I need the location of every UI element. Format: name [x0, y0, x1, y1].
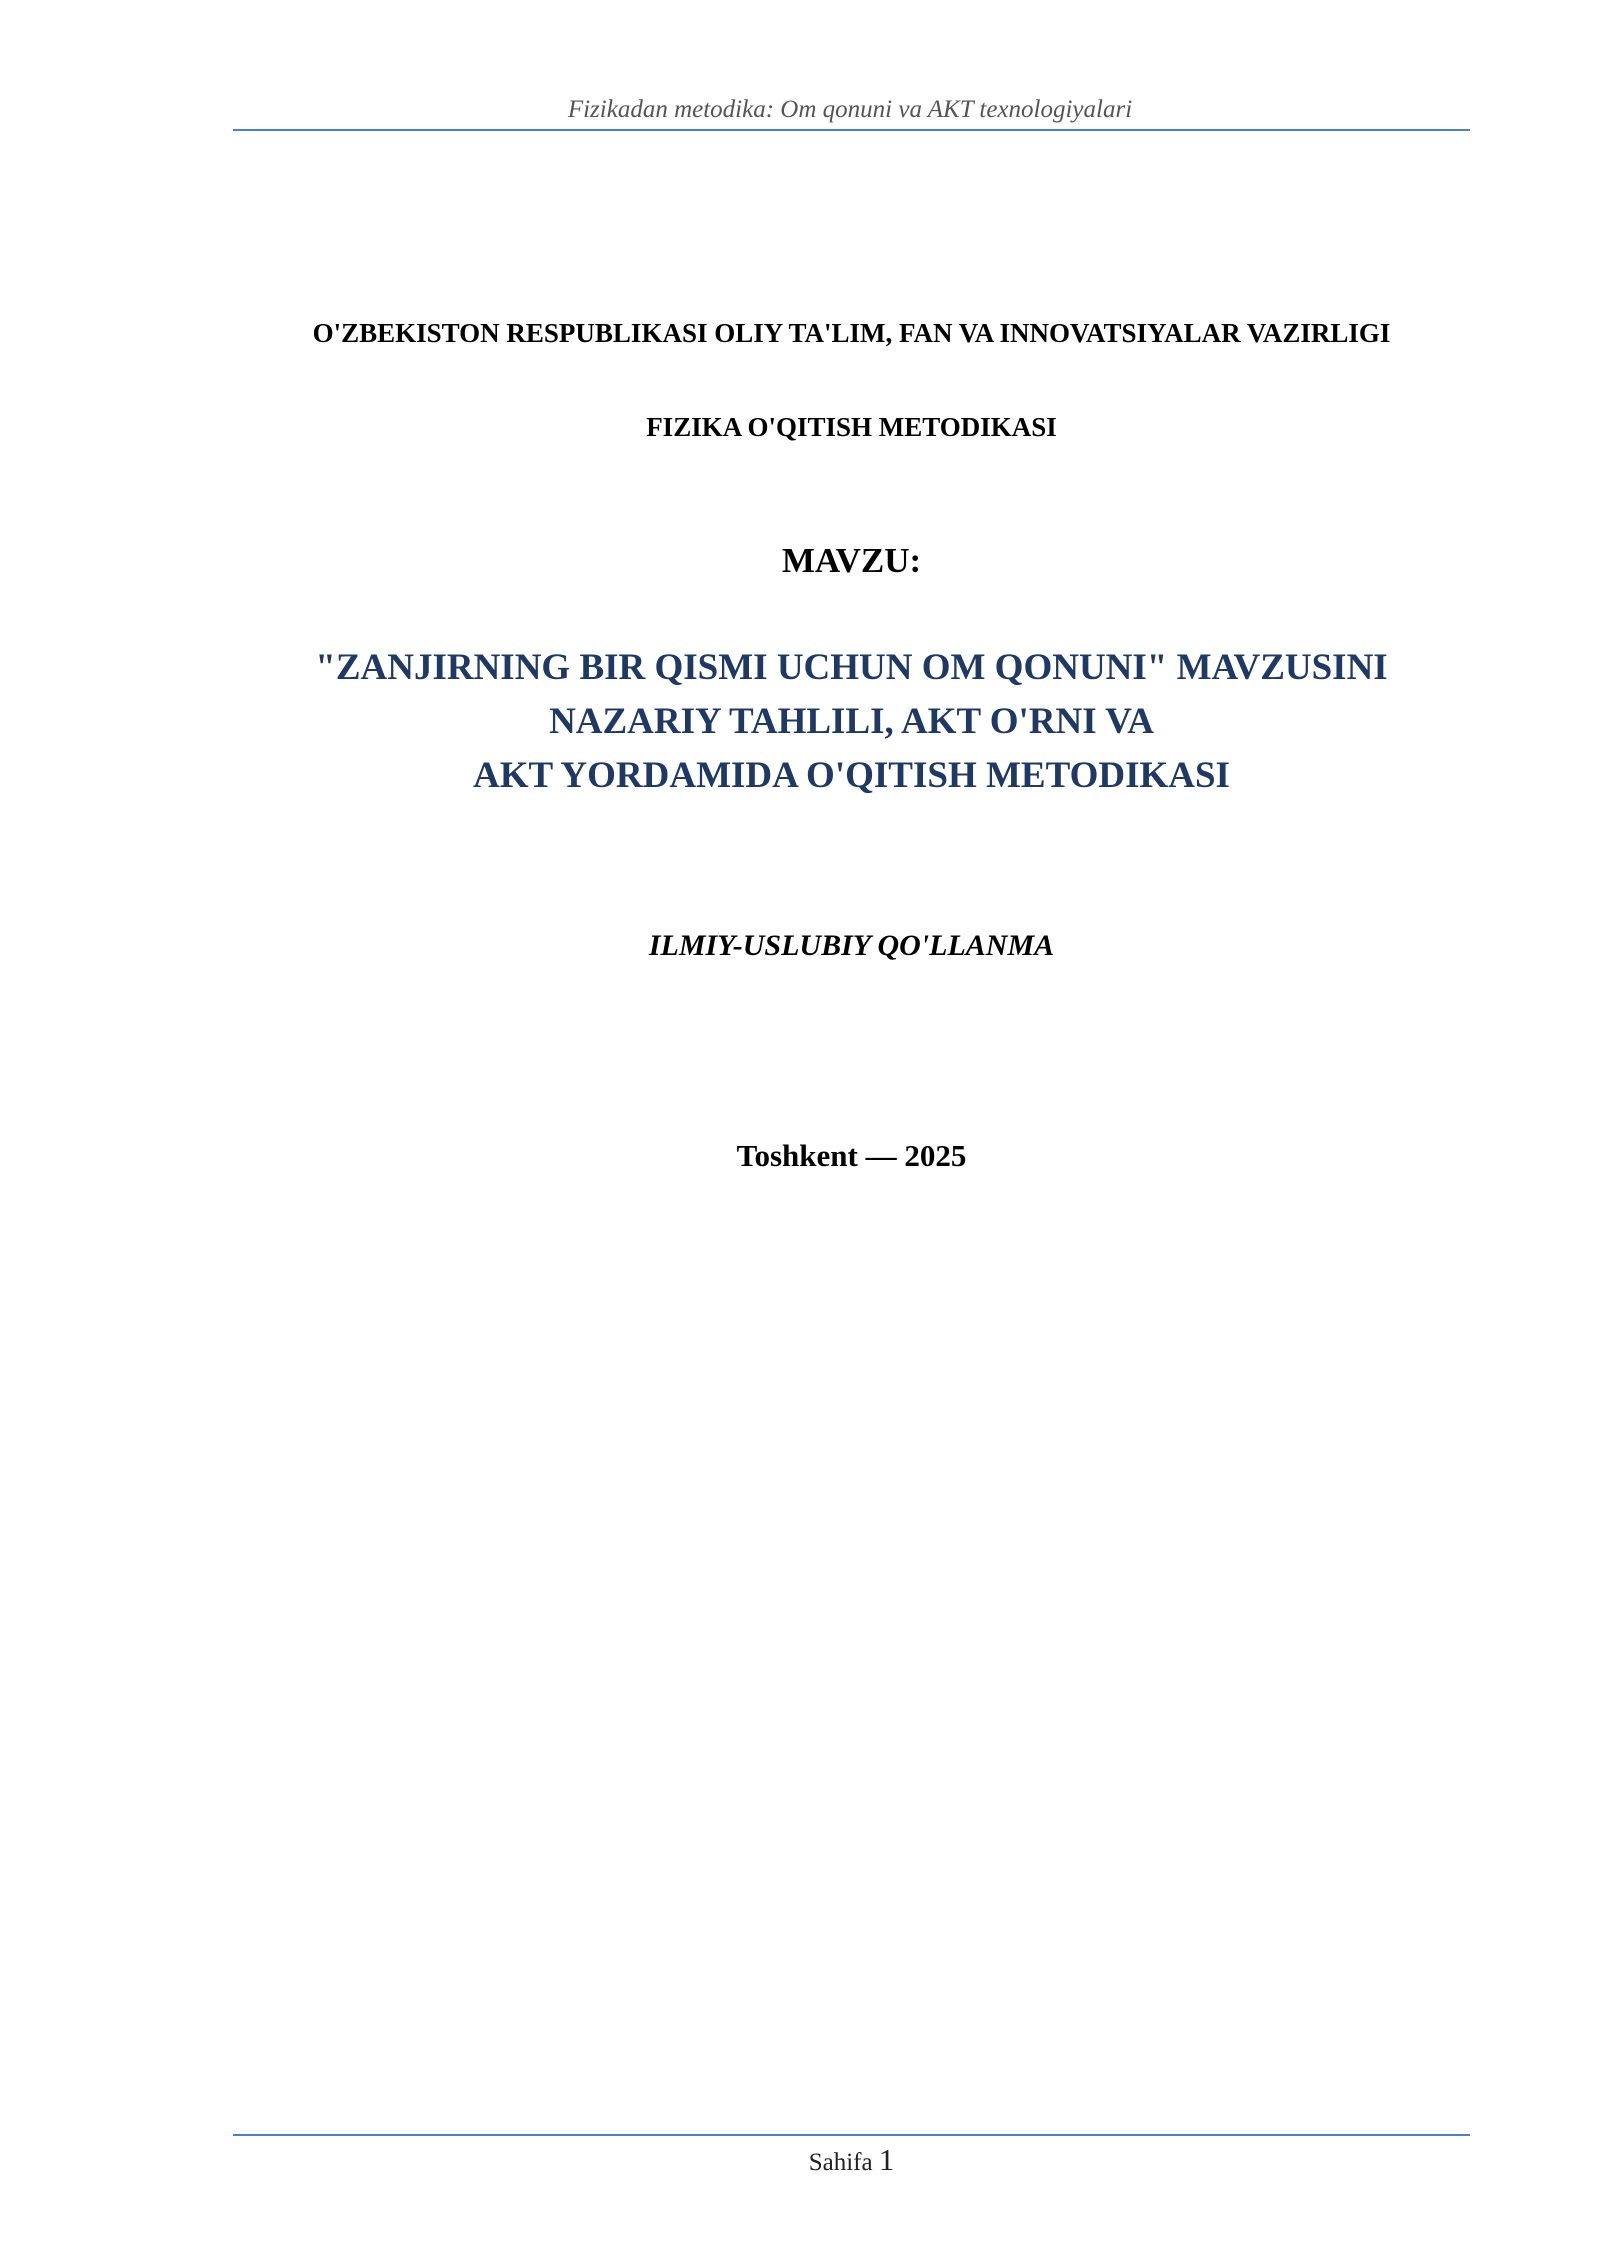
title-line: NAZARIY TAHLILI, AKT O'RNI VA — [549, 701, 1154, 742]
faculty-name: FIZIKA O'QITISH METODIKASI — [646, 412, 1057, 442]
city-year: Toshkent — 2025 — [736, 1138, 967, 1173]
topic-label: MAVZU: — [781, 541, 922, 580]
page-footer — [233, 2142, 1470, 2178]
title-line: "ZANJIRNING BIR QISMI UCHUN OM QONUNI" MAVZUSINI — [315, 647, 1388, 688]
header-rule — [233, 129, 1470, 131]
ministry-name: O'ZBEKISTON RESPUBLIKASI OLIY TA'LIM, FAN VA INNOVATSIYALAR VAZIRLIGI — [312, 318, 1391, 348]
page-label: Sahifa — [808, 2149, 873, 2176]
title-line: AKT YORDAMIDA O'QITISH METODIKASI — [473, 755, 1230, 796]
running-header: Fizikadan metodika: Om qonuni va AKT texnologiyalari — [567, 96, 1133, 123]
page-number: 1 — [878, 2142, 895, 2177]
footer-rule — [233, 2134, 1470, 2136]
document-subtitle: ILMIY-USLUBIY QO'LLANMA — [648, 929, 1055, 962]
document-title — [233, 641, 1470, 803]
